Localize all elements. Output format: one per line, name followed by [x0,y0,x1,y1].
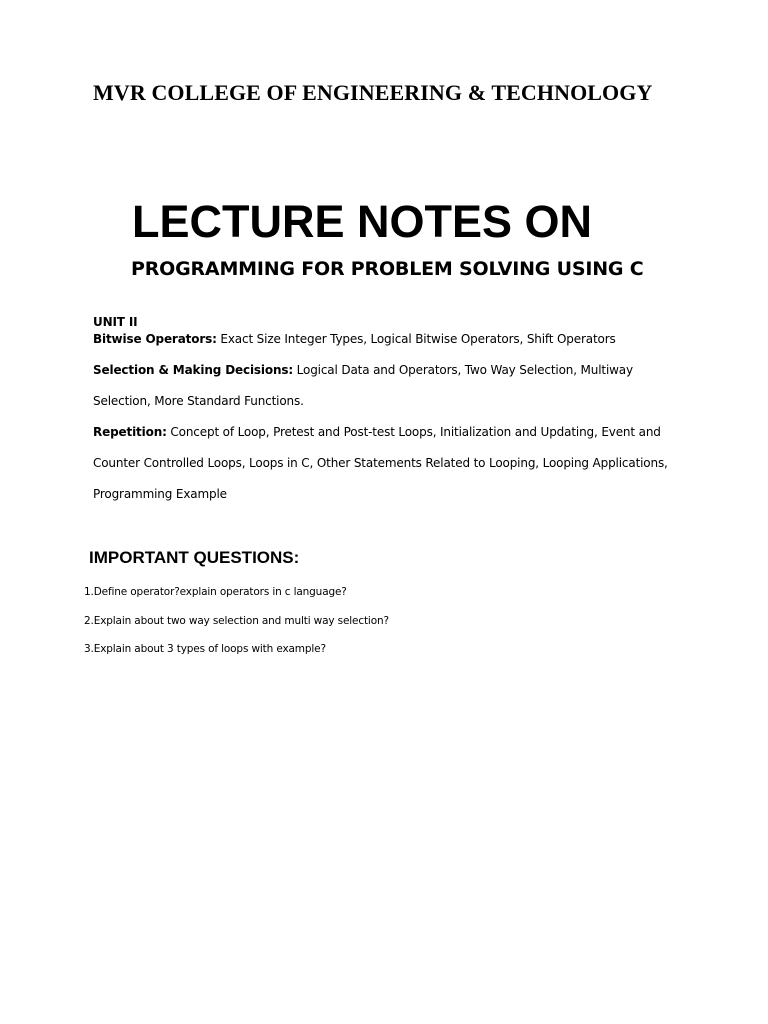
question-item: 1.Define operator?explain operators in c language? [84,586,347,598]
repetition-line-1 [93,424,673,441]
repetition-text-1: Concept of Loop, Pretest and Post-test Loops, Initialization and Updating, Event and [166,425,661,439]
selection-line-1 [93,362,673,379]
bitwise-text: Exact Size Integer Types, Logical Bitwise Operators, Shift Operators [216,332,616,346]
repetition-label: Repetition: [93,425,167,439]
bitwise-line [93,331,673,348]
syllabus-section [93,314,673,503]
repetition-line-2: Counter Controlled Loops, Loops in C, Other Statements Related to Looping, Looping Applications, [93,456,668,470]
question-item: 2.Explain about two way selection and multi way selection? [84,614,389,627]
selection-label: Selection & Making Decisions: [93,363,294,377]
selection-line-2: Selection, More Standard Functions. [93,394,304,408]
lecture-title: LECTURE NOTES ON [132,196,593,247]
subject-title: PROGRAMMING FOR PROBLEM SOLVING USING C [131,258,644,280]
repetition-line-3: Programming Example [93,487,227,501]
questions-heading: IMPORTANT QUESTIONS: [89,548,300,567]
question-item: 3.Explain about 3 types of loops with example? [84,643,326,655]
college-name: MVR COLLEGE OF ENGINEERING & TECHNOLOGY [93,80,653,105]
bitwise-label: Bitwise Operators: [93,332,217,346]
questions-list [84,586,389,672]
selection-text-1: Logical Data and Operators, Two Way Selection, Multiway [293,363,633,377]
unit-label: UNIT II [93,315,138,329]
